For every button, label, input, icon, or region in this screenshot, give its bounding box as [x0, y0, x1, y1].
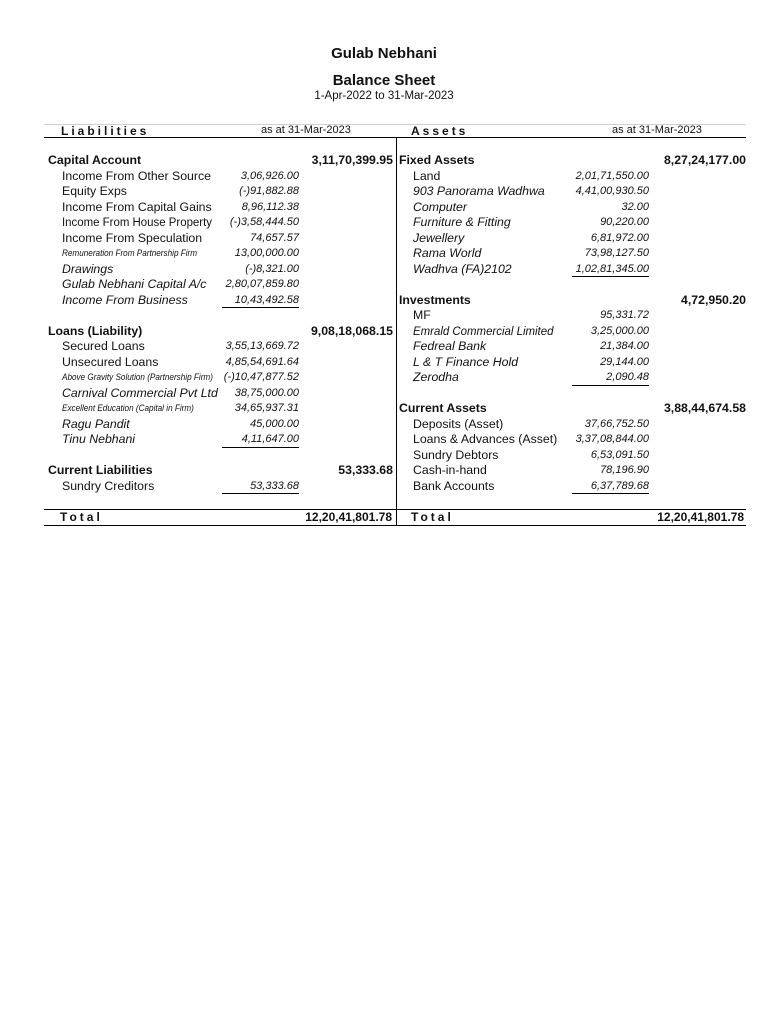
- ledger-label: Bank Accounts: [413, 478, 495, 493]
- ledger-label: Fedreal Bank: [413, 339, 487, 353]
- ledger-row: [48, 401, 393, 417]
- liabilities-date-heading: as at 31-Mar-2023: [261, 124, 351, 136]
- ledger-row: [48, 479, 393, 495]
- ledger-label: Secured Loans: [62, 339, 145, 353]
- group-name: Investments: [399, 292, 471, 307]
- ledger-row: [399, 262, 746, 278]
- ledger-label: Emrald Commercial Limited: [413, 323, 554, 338]
- ledger-amount: 1,02,81,345.00: [575, 262, 649, 275]
- ledger-label: Remuneration From Partnership Firm: [62, 248, 198, 259]
- ledger-label: Income From House Property: [62, 215, 213, 229]
- subtotal-underline: [222, 493, 299, 494]
- ledger-amount: 4,41,00,930.50: [575, 185, 649, 197]
- liabilities-side: [48, 153, 393, 494]
- group-header: [48, 153, 393, 169]
- assets-heading: Assets: [411, 124, 469, 138]
- ledger-amount: 95,331.72: [600, 309, 649, 321]
- ledger-amount: 74,657.57: [250, 231, 299, 244]
- group-total: 8,27,24,177.00: [663, 153, 746, 167]
- ledger-label: Zerodha: [413, 370, 459, 384]
- ledger-row: [48, 184, 393, 200]
- ledger-label: Excellent Education (Capital in Firm): [62, 403, 194, 414]
- ledger-label: Tinu Nebhani: [62, 432, 136, 446]
- ledger-row: [399, 355, 746, 371]
- ledger-amount: 10,43,492.58: [234, 293, 299, 306]
- group-header: [399, 153, 746, 169]
- ledger-label: Rama World: [413, 246, 482, 260]
- account-group: [48, 324, 393, 448]
- center-divider: [396, 137, 397, 525]
- ledger-amount: 21,384.00: [600, 340, 649, 352]
- ledger-row: [48, 169, 393, 185]
- ledger-row: [48, 246, 393, 262]
- ledger-row: [48, 339, 393, 355]
- ledger-amount: 4,11,647.00: [241, 433, 299, 445]
- group-header: [48, 324, 393, 340]
- assets-side: [399, 153, 746, 494]
- ledger-amount: 45,000.00: [250, 417, 299, 430]
- ledger-amount: 6,53,091.50: [590, 448, 649, 461]
- group-spacer: [399, 277, 746, 293]
- ledger-row: [48, 215, 393, 231]
- account-group: [48, 153, 393, 308]
- account-group: [399, 401, 746, 494]
- group-header: [399, 293, 746, 309]
- ledger-row: [399, 448, 746, 464]
- ledger-amount: 34,65,937.31: [234, 402, 299, 414]
- ledger-row: [48, 231, 393, 247]
- ledger-label: 903 Panorama Wadhwa: [413, 184, 545, 198]
- total-bottom-rule: [44, 525, 746, 526]
- report-period: 1-Apr-2022 to 31-Mar-2023: [314, 90, 454, 102]
- group-header: [48, 463, 393, 479]
- subtotal-underline: [572, 276, 649, 277]
- group-spacer: [48, 448, 393, 464]
- ledger-label: Income From Speculation: [62, 230, 203, 245]
- ledger-amount: 3,55,13,669.72: [225, 340, 299, 352]
- ledger-row: [48, 417, 393, 433]
- subtotal-underline: [572, 493, 649, 494]
- ledger-amount: 2,090.48: [606, 371, 649, 383]
- ledger-label: Furniture & Fitting: [413, 215, 511, 229]
- ledger-row: [399, 339, 746, 355]
- ledger-amount: 78,196.90: [600, 464, 649, 476]
- liabilities-heading: Liabilities: [61, 124, 150, 138]
- ledger-label: Land: [413, 168, 441, 183]
- ledger-amount: (-)91,882.88: [239, 185, 299, 197]
- ledger-row: [399, 169, 746, 185]
- account-group: [399, 153, 746, 277]
- ledger-row: [399, 479, 746, 495]
- ledger-row: [399, 417, 746, 433]
- ledger-label: Equity Exps: [62, 184, 127, 198]
- ledger-amount: 3,37,08,844.00: [575, 433, 649, 445]
- header-bottom-rule: [44, 137, 746, 138]
- group-header: [399, 401, 746, 417]
- ledger-row: [399, 246, 746, 262]
- ledger-amount: 6,81,972.00: [590, 231, 649, 244]
- account-group: [48, 463, 393, 494]
- assets-date-heading: as at 31-Mar-2023: [612, 124, 702, 136]
- ledger-amount: (-)3,58,444.50: [229, 216, 299, 228]
- group-name: Current Assets: [399, 401, 487, 415]
- ledger-row: [48, 432, 393, 448]
- account-group: [399, 293, 746, 386]
- ledger-label: Ragu Pandit: [62, 416, 130, 431]
- ledger-label: Income From Other Source: [62, 168, 211, 183]
- ledger-label: Gulab Nebhani Capital A/c: [62, 277, 207, 291]
- subtotal-underline: [222, 447, 299, 448]
- ledger-row: [399, 432, 746, 448]
- subtotal-underline: [222, 307, 299, 308]
- group-spacer: [48, 308, 393, 324]
- ledger-label: L & T Finance Hold: [413, 354, 519, 369]
- ledger-label: Deposits (Asset): [413, 416, 504, 431]
- group-total: 4,72,950.20: [681, 292, 746, 307]
- ledger-row: [48, 200, 393, 216]
- ledger-amount: 90,220.00: [600, 216, 649, 228]
- group-total: 9,08,18,068.15: [310, 323, 393, 338]
- ledger-label: Wadhva (FA)2102: [413, 261, 512, 276]
- ledger-amount: 3,25,000.00: [590, 324, 649, 337]
- ledger-amount: 13,00,000.00: [234, 247, 299, 259]
- ledger-label: Income From Business: [62, 292, 188, 307]
- ledger-row: [48, 355, 393, 371]
- group-total: 53,333.68: [338, 463, 393, 477]
- group-total: 3,11,70,399.95: [311, 153, 393, 167]
- ledger-row: [399, 215, 746, 231]
- subtotal-underline: [572, 385, 649, 386]
- ledger-amount: 32.00: [621, 200, 649, 213]
- ledger-label: Loans & Advances (Asset): [413, 432, 558, 446]
- ledger-amount: 4,85,54,691.64: [225, 355, 299, 368]
- ledger-amount: 2,80,07,859.80: [225, 278, 299, 290]
- ledger-label: Jewellery: [413, 230, 465, 245]
- ledger-label: Cash-in-hand: [413, 463, 487, 477]
- group-name: Loans (Liability): [48, 323, 143, 338]
- ledger-row: [399, 231, 746, 247]
- ledger-label: Carnival Commercial Pvt Ltd: [62, 385, 218, 400]
- ledger-amount: 38,75,000.00: [234, 386, 299, 399]
- ledger-row: [48, 386, 393, 402]
- ledger-amount: 2,01,71,550.00: [575, 169, 649, 182]
- liabilities-total-label: Total: [60, 510, 103, 524]
- ledger-label: Drawings: [62, 261, 114, 276]
- ledger-row: [399, 463, 746, 479]
- ledger-label: Computer: [413, 199, 467, 214]
- ledger-label: Sundry Creditors: [62, 478, 155, 493]
- ledger-row: [48, 370, 393, 386]
- ledger-amount: (-)10,47,877.52: [223, 371, 299, 383]
- group-name: Current Liabilities: [48, 463, 153, 477]
- ledger-amount: 29,144.00: [600, 355, 649, 368]
- ledger-row: [399, 324, 746, 340]
- group-total: 3,88,44,674.58: [663, 401, 746, 415]
- ledger-label: Sundry Debtors: [413, 447, 499, 462]
- ledger-amount: 37,66,752.50: [584, 417, 649, 430]
- liabilities-total-amount: 12,20,41,801.78: [305, 510, 392, 524]
- ledger-amount: 8,96,112.38: [241, 200, 299, 213]
- ledger-amount: 3,06,926.00: [240, 169, 299, 182]
- group-name: Capital Account: [48, 153, 142, 167]
- ledger-row: [399, 308, 746, 324]
- ledger-label: Income From Capital Gains: [62, 199, 212, 214]
- company-name: Gulab Nebhani: [331, 45, 437, 62]
- ledger-amount: 73,98,127.50: [584, 247, 649, 259]
- ledger-row: [48, 277, 393, 293]
- group-spacer: [399, 386, 746, 402]
- ledger-row: [399, 184, 746, 200]
- ledger-row: [48, 262, 393, 278]
- assets-total-amount: 12,20,41,801.78: [657, 510, 744, 524]
- group-name: Fixed Assets: [399, 153, 475, 167]
- ledger-amount: (-)8,321.00: [245, 262, 299, 275]
- assets-total-label: Total: [411, 510, 454, 524]
- report-title: Balance Sheet: [332, 72, 436, 89]
- ledger-row: [399, 200, 746, 216]
- ledger-row: [48, 293, 393, 309]
- ledger-label: Unsecured Loans: [62, 354, 159, 369]
- ledger-amount: 53,333.68: [250, 479, 299, 492]
- ledger-label: Above Gravity Solution (Partnership Firm): [62, 372, 213, 383]
- ledger-amount: 6,37,789.68: [590, 479, 649, 492]
- ledger-row: [399, 370, 746, 386]
- ledger-label: MF: [413, 308, 431, 322]
